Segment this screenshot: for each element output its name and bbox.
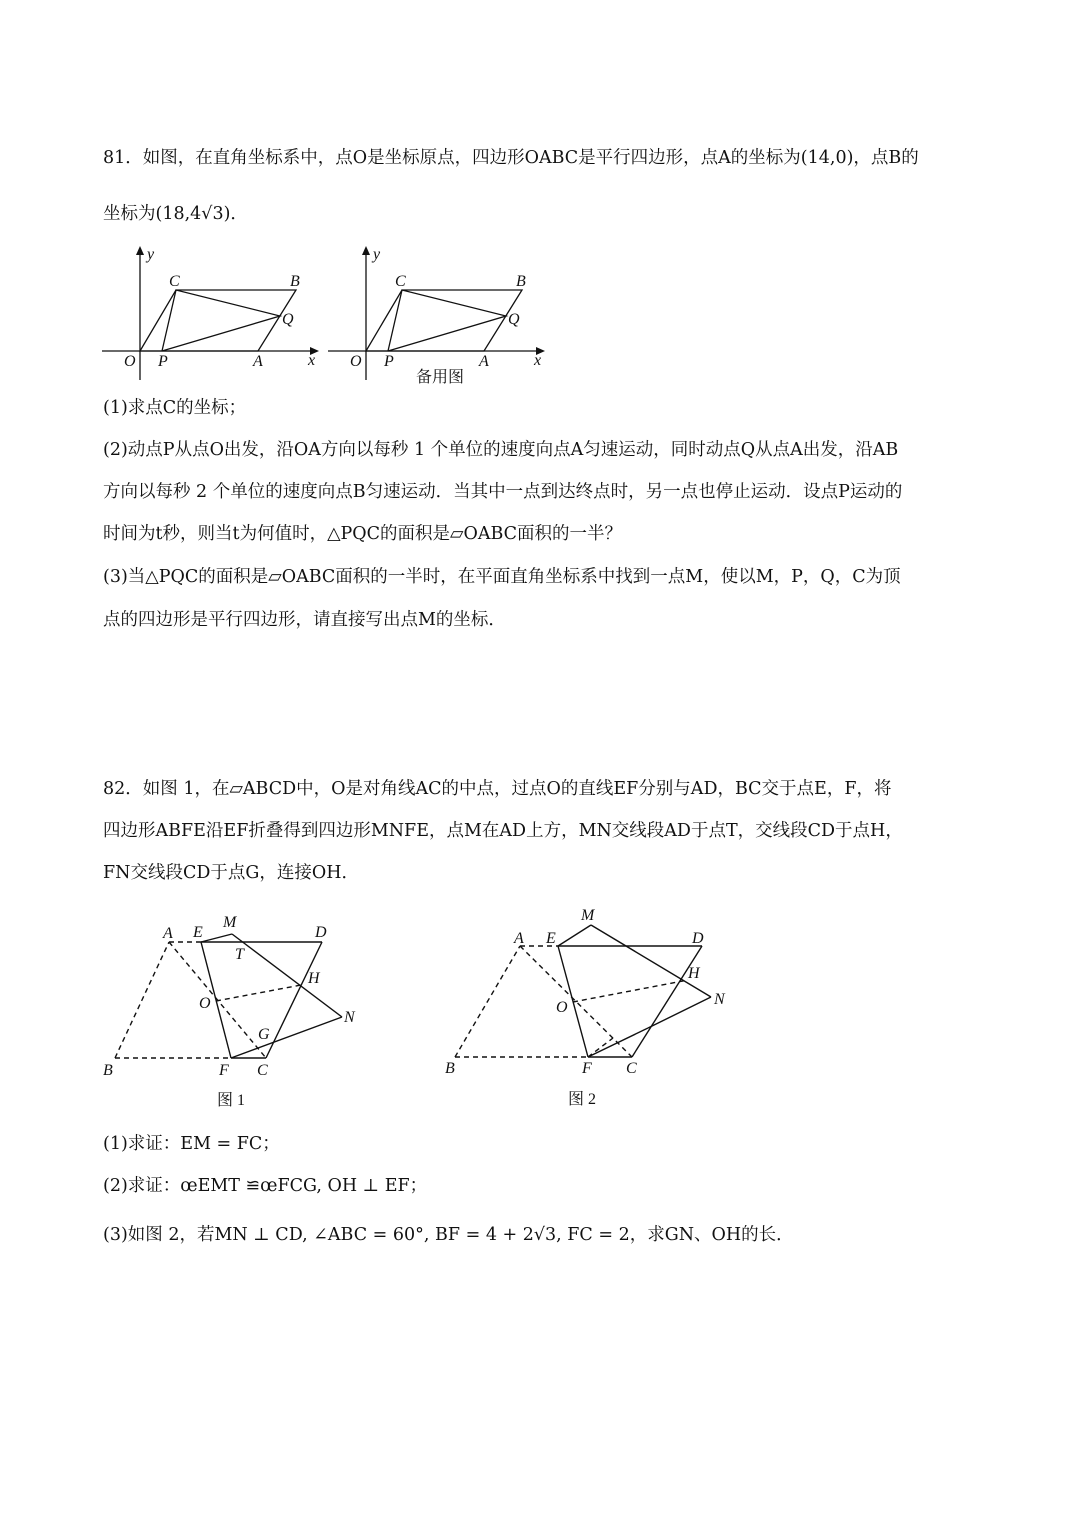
label-f: F [582,1060,592,1077]
segment-dc [266,942,322,1058]
label-c: C [169,273,180,290]
p82-figure-1 [95,905,385,1115]
label-f: F [219,1062,229,1079]
parallelogram-oabc [366,290,522,351]
figure-caption: 图 1 [217,1092,246,1109]
label-n: N [714,991,725,1008]
label-o: O [350,353,362,370]
p81-line-1: 81．如图，在直角坐标系中，点O是坐标原点，四边形OABC是平行四边形，点A的坐标为(14,0)，点B的 [103,148,919,168]
figure-caption: 图 2 [568,1091,597,1108]
triangle-pqc [388,290,506,351]
label-c: C [395,273,406,290]
p81-question-2-line-3: 时间为t秒，则当t为何值时，△PQC的面积是▱OABC面积的一半？ [103,524,623,544]
segment-oh [573,980,688,1002]
p81-question-1: (1)求点C的坐标； [103,398,247,418]
label-a: A [163,925,173,942]
label-b: B [445,1060,455,1077]
p81-question-3-line-2: 点的四边形是平行四边形，请直接写出点M的坐标． [103,610,506,630]
label-p: P [384,353,394,370]
p81-question-3-line-1: (3)当△PQC的面积是▱OABC面积的一半时，在平面直角坐标系中找到一点M，使以M，P，Q，C为顶 [103,567,901,587]
label-b: B [290,273,300,290]
segment-oh [216,985,301,1001]
figure-caption: 备用图 [416,369,465,386]
label-x: x [534,352,542,369]
segment-em [558,925,591,946]
label-q: Q [282,311,294,328]
label-a: A [253,353,263,370]
label-h: H [688,965,700,982]
parallelogram-oabc [140,290,296,351]
segment-nf [231,1017,342,1058]
segment-dc [632,946,702,1057]
label-p: P [158,353,168,370]
label-d: D [315,924,327,941]
label-y: y [147,246,155,263]
label-o: O [556,999,568,1016]
label-d: D [692,930,704,947]
label-c: C [626,1060,637,1077]
segment-ab [455,946,520,1057]
p82-question-2: (2)求证：œEMT ≌œFCG, OH ⊥ EF； [103,1176,428,1196]
segment-mn [232,934,342,1017]
p82-question-3: (3)如图 2，若MN ⊥ CD, ∠ABC = 60°, BF = 4 + 2√3, FC = 2，求GN、OH的长． [103,1225,794,1245]
triangle-pqc [162,290,280,351]
label-m: M [223,914,237,931]
p81-line-2: 坐标为(18,4√3)． [103,204,248,224]
label-t: T [235,946,244,963]
p81-question-2-line-2: 方向以每秒 2 个单位的速度向点B匀速运动．当其中一点到达终点时，另一点也停止运动．设点P运动的 [103,482,903,502]
segment-ab [115,942,169,1058]
p82-line-1: 82．如图 1，在▱ABCD中，O是对角线AC的中点，过点O的直线EF分别与AD，BC交于点E，F，将 [103,779,892,799]
p81-figure-spare [326,244,551,389]
segment-nf [648,997,711,1028]
label-b: B [516,273,526,290]
label-a: A [514,930,524,947]
y-axis-arrow [362,246,370,255]
p82-figure-2 [438,900,738,1115]
label-a: A [479,353,489,370]
p82-question-1: (1)求证：EM = FC； [103,1134,280,1154]
label-m: M [581,907,595,924]
p82-line-3: FN交线段CD于点G，连接OH． [103,863,359,883]
segment-gf [588,1028,648,1057]
p81-question-2-line-1: (2)动点P从点O出发，沿OA方向以每秒 1 个单位的速度向点A匀速运动，同时动点Q从点A出发，沿AB [103,440,899,460]
p82-line-2: 四边形ABFE沿EF折叠得到四边形MNFE，点M在AD上方，MN交线段AD于点T，交线段CD于点H， [103,821,903,841]
label-e: E [546,930,556,947]
label-c: C [257,1062,268,1079]
y-axis-arrow [136,246,144,255]
label-o: O [124,353,136,370]
segment-em [201,934,232,942]
diagonal-ac [169,942,266,1058]
label-h: H [308,970,320,987]
p81-figure-main [100,244,320,384]
label-g: G [258,1026,270,1043]
label-y: y [373,246,381,263]
label-x: x [308,352,316,369]
label-q: Q [508,311,520,328]
label-e: E [193,924,203,941]
label-b: B [103,1062,113,1079]
label-n: N [344,1009,355,1026]
label-o: O [199,995,211,1012]
